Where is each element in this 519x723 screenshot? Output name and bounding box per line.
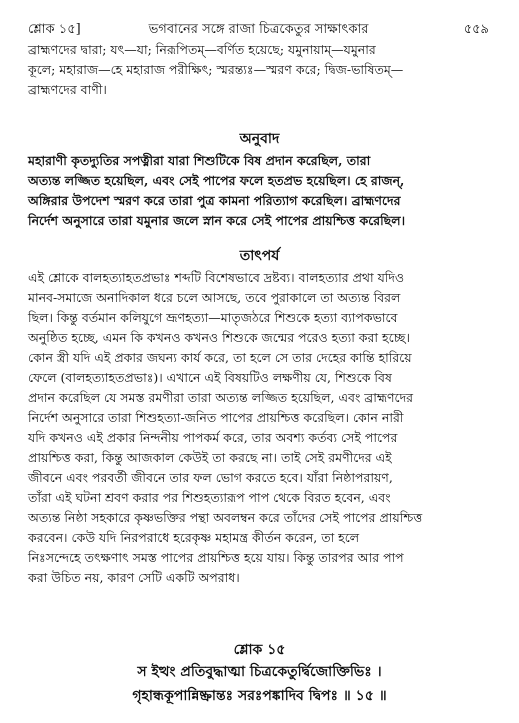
purport-line: ফেলে (বালহত্যাহতপ্রভাঃ)। এখানে এই বিষয়টিও লক্ষণীয় যে, শিশুকে বিষ (28, 370, 392, 385)
translation-heading: অনুবাদ (239, 131, 280, 147)
purport-line: মানব-সমাজে অনাদিকাল ধরে চলে আসছে, তবে পুরাকালে তা অত্যন্ত বিরল (28, 290, 401, 305)
purport-line: নির্দেশ অনুসারে তারা শিশুহত্যা-জনিত পাপের প্রায়শ্চিত্ত করেছিল। কোন নারী (28, 410, 404, 425)
purport-heading: তাৎপর্য (239, 248, 280, 264)
running-header (28, 20, 489, 42)
header-chapter-title: ভগবানের সঙ্গে রাজা চিত্রকেতুর সাক্ষাৎকার (148, 22, 369, 37)
purport-line: যদি কখনও এই প্রকার নিন্দনীয় পাপকর্ম করে, তার অবশ্য কর্তব্য সেই পাপের (28, 430, 398, 445)
purport-line: প্রায়শ্চিত্ত করা, কিন্তু আজকাল কেউই তা করছে না। তাই সেই রমণীদের এই (28, 450, 392, 465)
purport-line: তাঁরা এই ঘটনা শ্রবণ করার পর শিশুহত্যারূপ পাপ থেকে বিরত হবেন, এবং (28, 490, 391, 505)
purport-line: অনুষ্ঠিত হচ্ছে, এমন কি কখনও কখনও শিশুকে জন্মের পরেও হত্যা করা হচ্ছে। (28, 330, 410, 345)
purport-line: কোন স্ত্রী যদি এই প্রকার জঘন্য কার্য করে, তা হলে সে তার দেহের কান্তি হারিয়ে (28, 350, 412, 365)
verse-line: স ইত্থং প্রতিবুদ্ধাত্মা চিত্রকেতুর্দ্বিজোক্তিভিঃ । (137, 664, 382, 680)
purport-line: এই শ্লোকে বালহত্যাহতপ্রভাঃ শব্দটি বিশেষভাবে দ্রষ্টব্য। বালহত্যার প্রথা যদিও (28, 270, 405, 285)
purport-line: ছিল। কিন্তু বর্তমান কলিযুগে ভ্রূণহত্যা—মাতৃজঠরে শিশুকে হত্যা ব্যাপকভাবে (28, 310, 398, 325)
translation-line: নির্দেশ অনুসারে তারা যমুনার জলে স্নান করে সেই পাপের প্রায়শ্চিত্ত করেছিল। (28, 213, 406, 228)
purport-line: প্রদান করেছিল যে সমস্ত রমণীরা তারা অত্যন্ত লজ্জিত হয়েছিল, এবং ব্রাহ্মণদের (28, 390, 414, 405)
purport-line: নিঃসন্দেহে তৎক্ষণাৎ সমস্ত পাপের প্রায়শ্চিত্ত হয়ে যায়। কিন্তু তারপর আর পাপ (28, 550, 404, 565)
purport-line: অত্যন্ত নিষ্ঠা সহকারে কৃষ্ণভক্তির পন্থা অবলম্বন করে তাঁদের সেই পাপের প্রায়শ্চিত্ত (28, 510, 423, 525)
purport-block (28, 268, 493, 588)
synonyms-line: কূলে; মহারাজ—হে মহারাজ পরীক্ষিৎ; স্মরন্ত্যঃ—স্মরণ করে; দ্বিজ-ভাষিতম্— (28, 62, 404, 77)
purport-line: করা উচিত নয়, কারণ সেটি একটি অপরাধ। (28, 570, 240, 585)
translation-line: অঙ্গিরার উপদেশ স্মরণ করে তারা পুত্র কামনা পরিত্যাগ করেছিল। ব্রাহ্মণদের (28, 193, 401, 208)
translation-line: মহারাণী কৃতদ্যুতির সপত্নীরা যারা শিশুটিকে বিষ প্রদান করেছিল, তারা (28, 153, 371, 168)
purport-line: করবেন। কেউ যদি নিরপরাধে হরেকৃষ্ণ মহামন্ত্র কীর্তন করেন, তা হলে (28, 530, 360, 545)
verse-title: শ্লোক ১৫ (233, 642, 286, 658)
translation-block (28, 151, 493, 231)
purport-line: জীবনে এবং পরবর্তী জীবনে তার ফল ভোগ করতে হবে। যাঁরা নিষ্ঠাপরায়ণ, (28, 470, 393, 485)
synonyms-line: ব্রাহ্মণদের দ্বারা; যৎ—যা; নিরূপিতম্—বর্ণিত হয়েছে; যমুনায়াম্—যমুনার (28, 42, 376, 57)
header-verse-ref: শ্লোক ১৫] (28, 22, 81, 37)
synonyms-line: ব্রাহ্মণদের বাণী। (28, 82, 107, 97)
translation-line: অত্যন্ত লজ্জিত হয়েছিল, এবং সেই পাপের ফলে হতপ্রভ হয়েছিল। হে রাজন্, (28, 173, 405, 188)
synonyms-block (28, 40, 493, 100)
verse-line: গৃহান্ধকূপান্নিষ্ক্রান্তঃ সরঃপঙ্কাদিব দ্বিপঃ ॥ ১৫ ॥ (132, 688, 387, 704)
page-number: ৫৫৯ (463, 22, 489, 37)
